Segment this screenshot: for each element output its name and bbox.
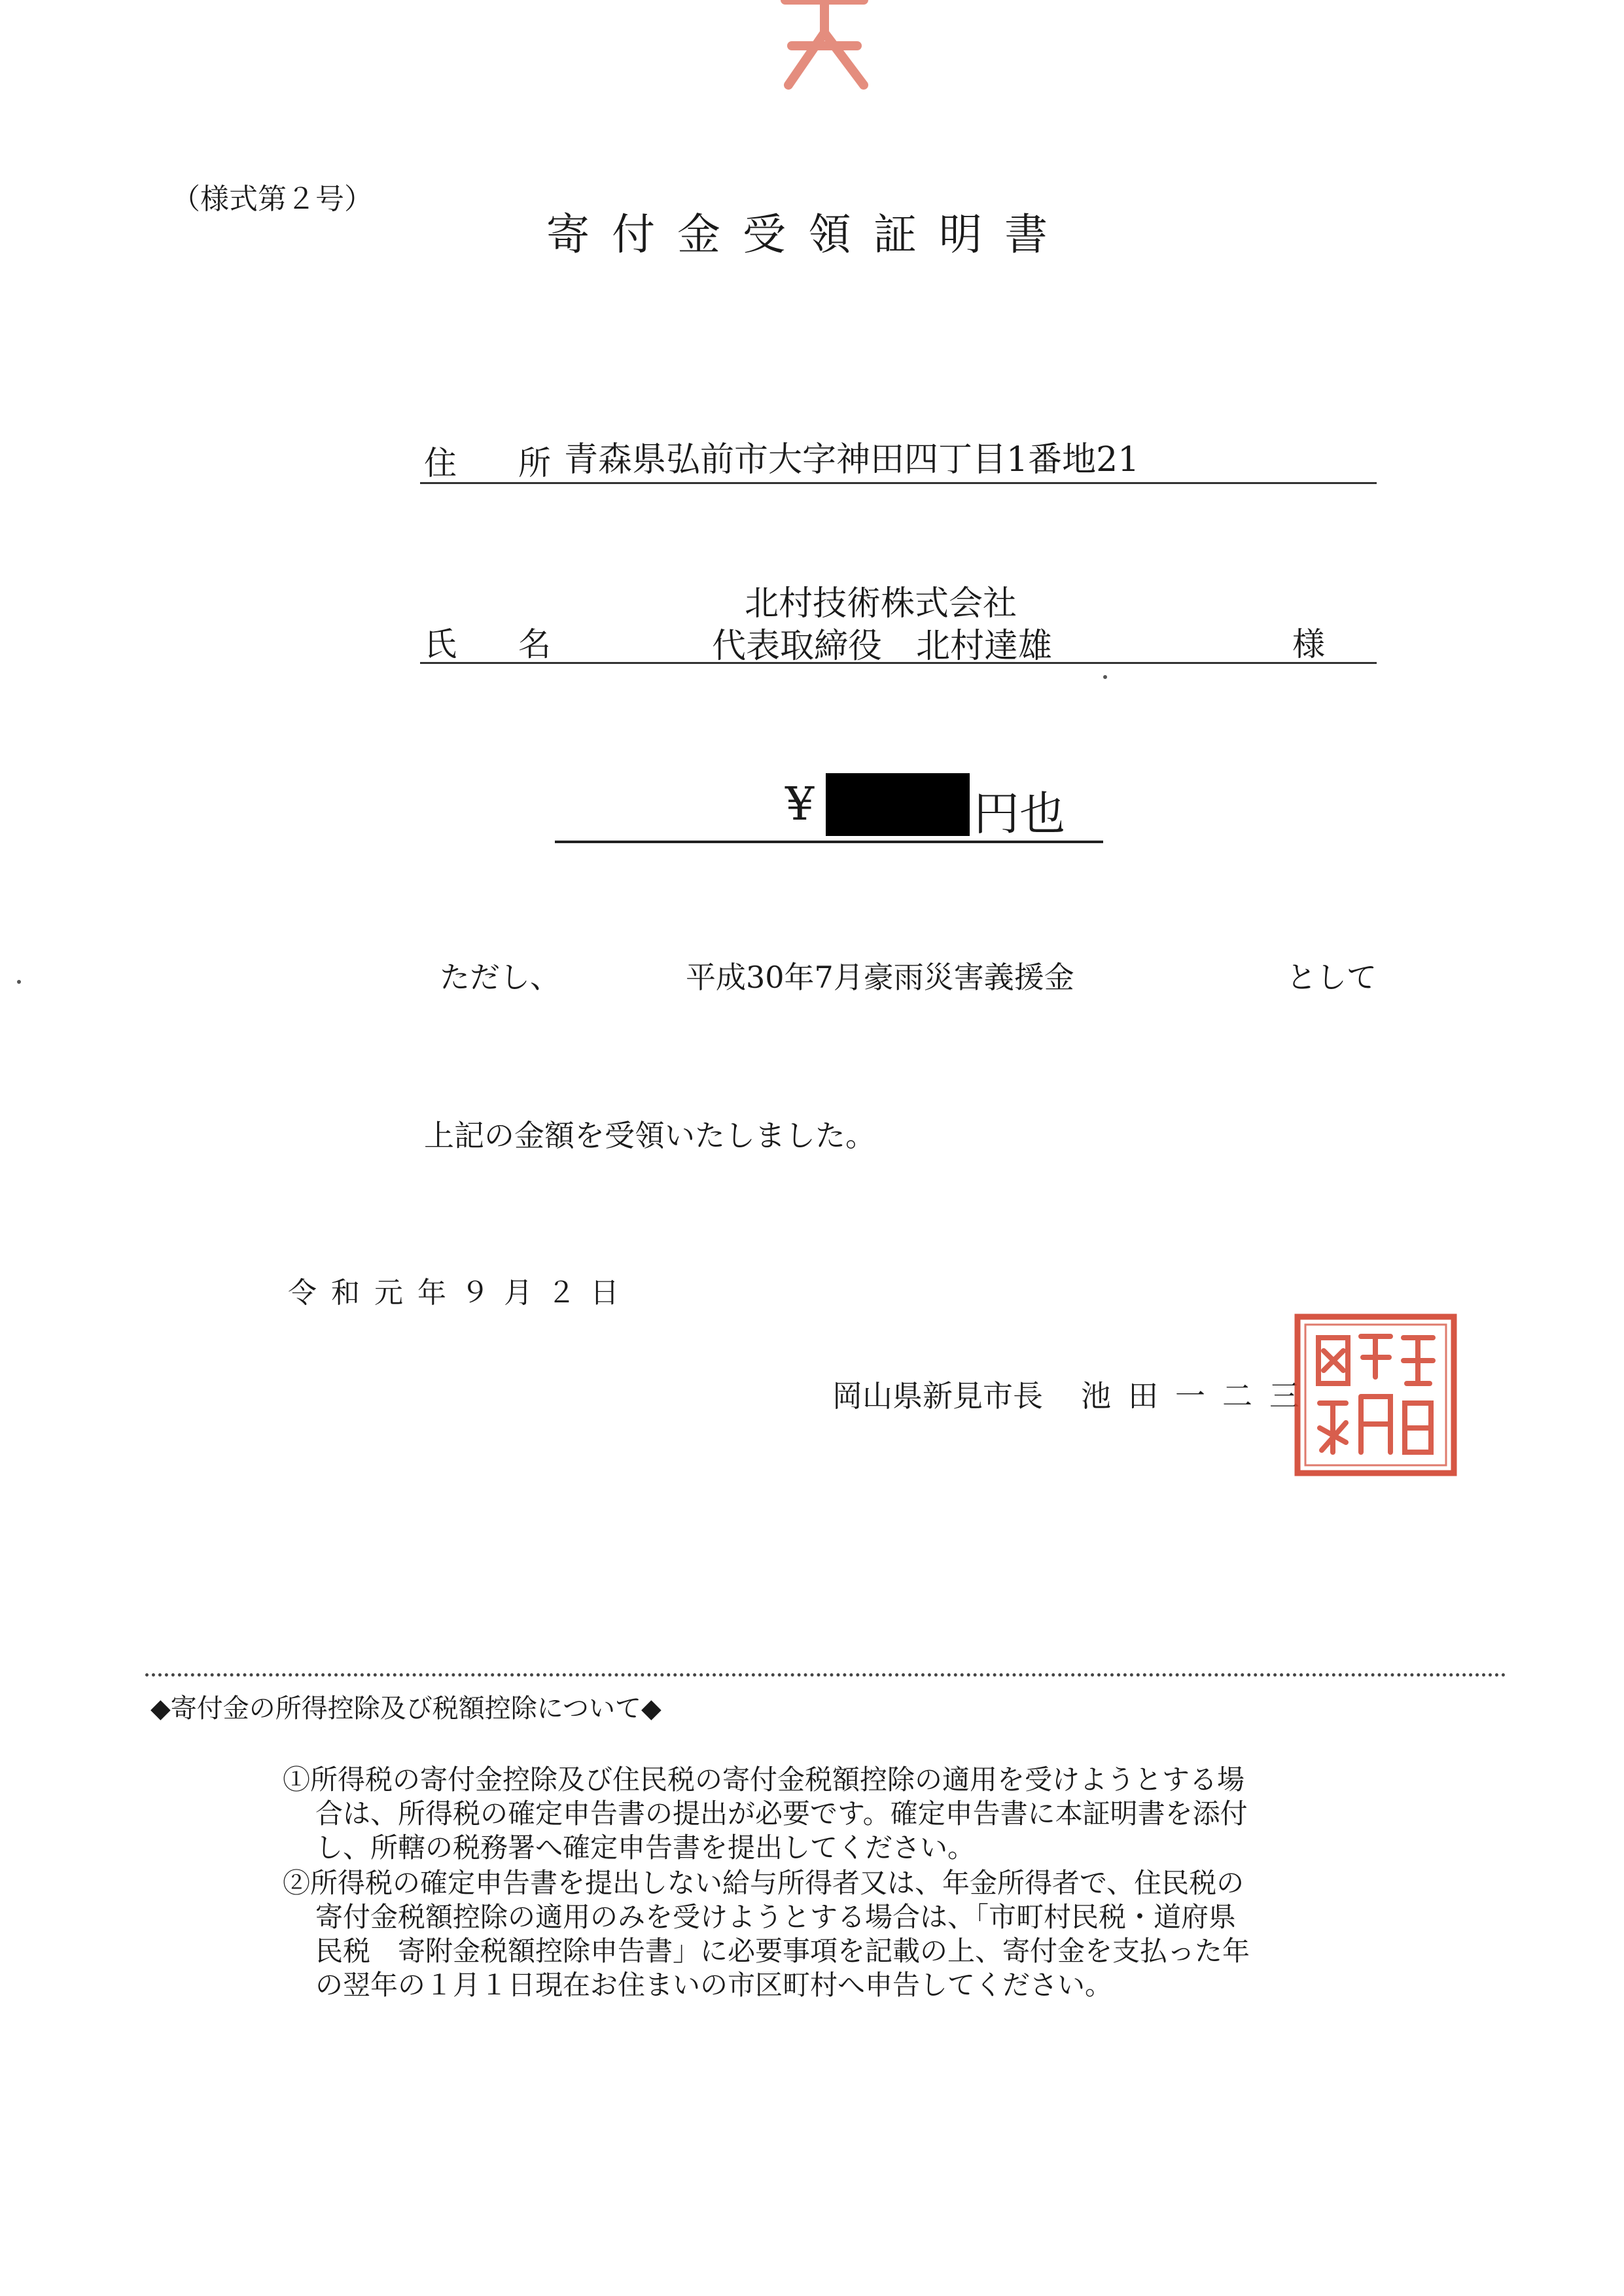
honorific: 様: [1292, 625, 1325, 663]
name-underline: [420, 662, 1377, 664]
purpose-prefix: ただし、: [440, 960, 560, 995]
recipient-company: 北村技術株式会社: [745, 584, 1017, 623]
name-label-char-2: 名: [518, 625, 551, 663]
note-line: ②所得税の確定申告書を提出しない給与所得者又は、年金所得者で、住民税の: [283, 1867, 1244, 1899]
address-label-char-1: 住: [424, 444, 457, 482]
scan-speck: [1103, 675, 1107, 679]
issue-date: 令和元年９月２日: [288, 1276, 633, 1310]
recipient-representative: 代表取締役 北村達雄: [712, 627, 1053, 666]
scan-speck: [17, 980, 21, 984]
note-line: の翌年の１月１日現在お住まいの市区町村へ申告してください。: [315, 1969, 1113, 2001]
address-underline: [420, 482, 1377, 484]
document-title: 寄付金受領証明書: [546, 209, 1070, 260]
redacted-amount: [826, 773, 970, 836]
recipient-address: 青森県弘前市大字神田四丁目1番地21: [564, 440, 1140, 479]
issuer-name: 池田一二三: [1081, 1378, 1316, 1414]
amount-unit: 円也: [974, 787, 1065, 841]
note-line: ①所得税の寄付金控除及び住民税の寄付金税額控除の適用を受けようとする場: [283, 1764, 1245, 1796]
address-label-char-2: 所: [518, 444, 551, 482]
top-seal-stamp: [772, 0, 877, 105]
name-label-char-1: 氏: [424, 625, 457, 663]
note-line: し、所轄の税務署へ確定申告書を提出してください。: [315, 1832, 976, 1864]
notes-separator: [145, 1673, 1506, 1677]
form-number: （様式第２号）: [171, 183, 373, 216]
amount-underline: [555, 841, 1103, 843]
official-seal-stamp: [1292, 1312, 1459, 1478]
notes-heading: ◆寄付金の所得控除及び税額控除について◆: [150, 1694, 662, 1724]
yen-symbol: ¥: [785, 777, 815, 831]
purpose-description: 平成30年7月豪雨災害義援金: [686, 960, 1074, 995]
note-line: 合は、所得税の確定申告書の提出が必要です。確定申告書に本証明書を添付: [315, 1798, 1248, 1830]
received-statement: 上記の金額を受領いたしました。: [424, 1118, 875, 1153]
issuer-title: 岡山県新見市長: [832, 1378, 1043, 1414]
note-line: 民税 寄附金税額控除申告書」に必要事項を記載の上、寄付金を支払った年: [315, 1935, 1250, 1967]
note-line: 寄付金税額控除の適用のみを受けようとする場合は、「市町村民税・道府県: [315, 1901, 1237, 1933]
purpose-suffix: として: [1286, 960, 1377, 995]
